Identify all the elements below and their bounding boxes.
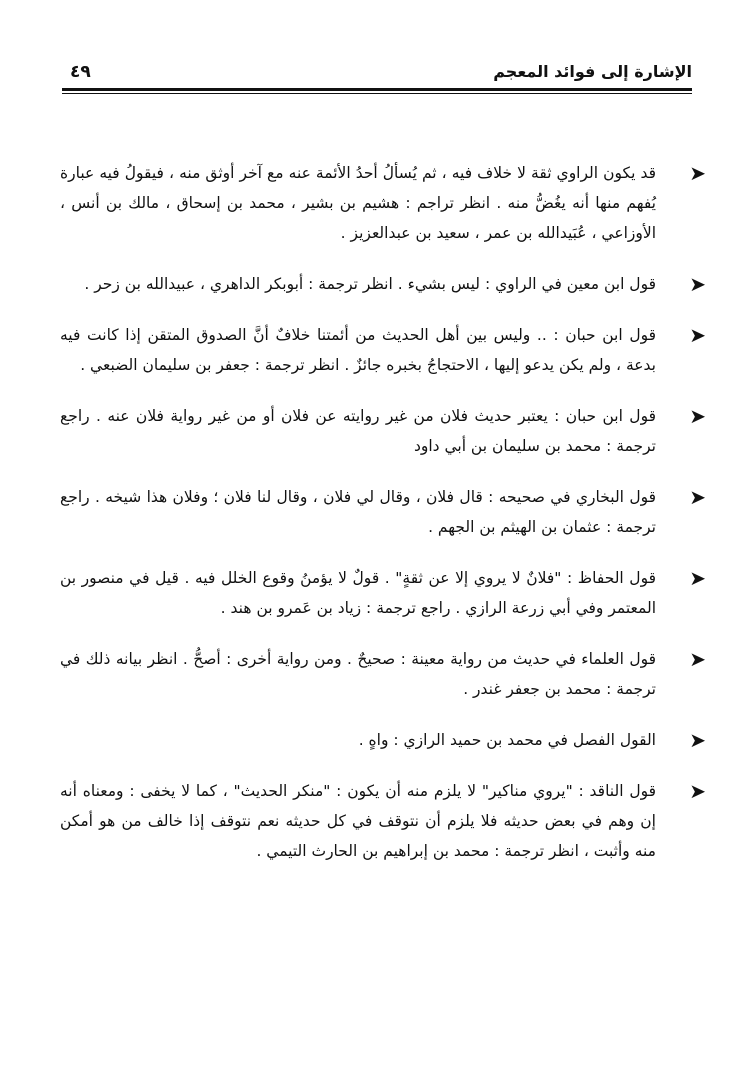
entry-text: قول البخاري في صحيحه : قال فلان ، وقال لي فلان ، وقال لنا فلان ؛ وفلان هذا شيخه . راجع ترجمة : عثمان بن الهيثم بن الجهم . [60, 488, 656, 536]
running-title: الإشارة إلى فوائد المعجم [493, 62, 692, 81]
arrow-bullet-icon: ➤ [689, 161, 706, 185]
arrow-bullet-icon: ➤ [689, 647, 706, 671]
list-item [60, 269, 714, 299]
arrow-bullet-icon: ➤ [689, 779, 706, 803]
entry-text: القول الفصل في محمد بن حميد الرازي : واهٍ . [358, 731, 656, 749]
arrow-bullet-icon: ➤ [689, 323, 706, 347]
entry-text: قول الناقد : "يروي مناكير" لا يلزم منه أن يكون : "منكر الحديث" ، كما لا يخفى : ومعناه أنه إن وهم في بعض حديثه فلا يلزم أن نتوقف في كل حديثه نعم نتوقف إذا خالف من هو أمكن منه وأثبت ، انظر ترجمة : محمد بن إبراهيم بن الحارث التيمي . [60, 782, 656, 860]
list-item [60, 158, 714, 248]
entry-text: قد يكون الراوي ثقة لا خلاف فيه ، ثم يُسألُ أحدُ الأئمة عنه مع آخر أوثق منه ، فيقولُ فيه عبارة يُفهم منها أنه يغُضُّ منه . انظر تراجم : هشيم بن بشير ، محمد بن إسحاق ، مالك بن أنس ، الأوزاعي ، عُبَيدالله بن عمر ، سعيد بن عبدالعزيز . [60, 164, 656, 242]
list-item [60, 482, 714, 542]
header-rule [62, 88, 692, 94]
entry-text: قول الحفاظ : "فلانٌ لا يروي إلا عن ثقةٍ" . قولٌ لا يؤمنُ وقوع الخلل فيه . قيل في منصور بن المعتمر وفي أبي زرعة الرازي . راجع ترجمة : زياد بن عَمرو بن هند . [60, 569, 656, 617]
entries-list [60, 158, 714, 887]
list-item [60, 776, 714, 866]
list-item [60, 725, 714, 755]
arrow-bullet-icon: ➤ [689, 566, 706, 590]
arrow-bullet-icon: ➤ [689, 485, 706, 509]
list-item [60, 563, 714, 623]
list-item [60, 644, 714, 704]
entry-text: قول ابن معين في الراوي : ليس بشيء . انظر ترجمة : أبوبكر الداهري ، عبيدالله بن زحر . [84, 275, 656, 293]
arrow-bullet-icon: ➤ [689, 404, 706, 428]
entry-text: قول العلماء في حديث من رواية معينة : صحيحٌ . ومن رواية أخرى : أصحُّ . انظر بيانه ذلك في ترجمة : محمد بن جعفر غندر . [60, 650, 656, 698]
arrow-bullet-icon: ➤ [689, 272, 706, 296]
arrow-bullet-icon: ➤ [689, 728, 706, 752]
entry-text: قول ابن حبان : يعتبر حديث فلان من غير روايته عن فلان أو من غير رواية فلان عنه . راجع ترجمة : محمد بن سليمان بن أبي داود [60, 407, 656, 455]
page-number: ٤٩ [70, 62, 91, 82]
entry-text: قول ابن حبان : .. وليس بين أهل الحديث من أئمتنا خلافٌ أنَّ الصدوق المتقن إذا كانت فيه بدعة ، ولم يكن يدعو إليها ، الاحتجاجُ بخبره جائزٌ . انظر ترجمة : جعفر بن سليمان الضبعي . [60, 326, 656, 374]
list-item [60, 320, 714, 380]
page-header [62, 52, 692, 92]
list-item [60, 401, 714, 461]
